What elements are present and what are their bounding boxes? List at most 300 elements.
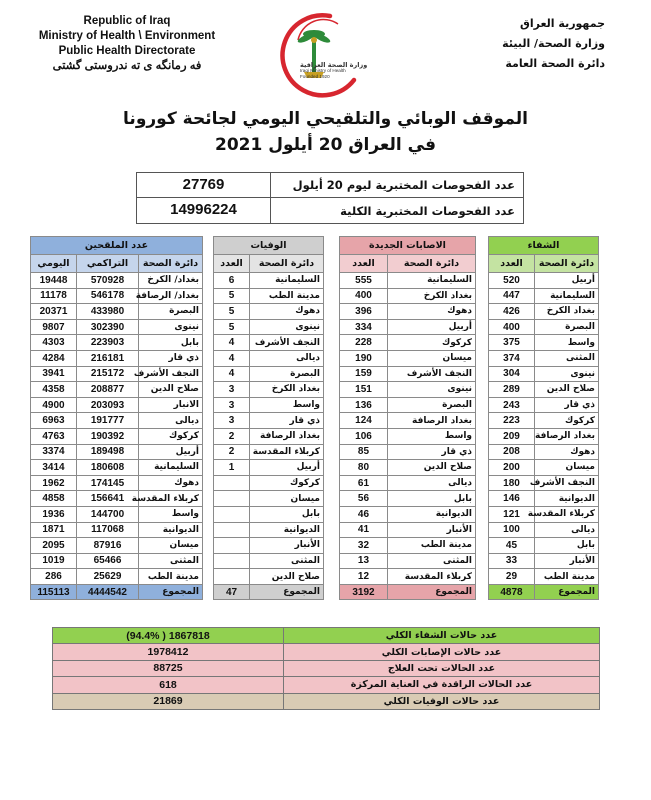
recovery-dept-cell: ميسان	[535, 460, 599, 476]
summary-value: 618	[53, 677, 284, 693]
vaccinated-value-cell: 117068	[77, 522, 139, 538]
cases-row	[339, 569, 475, 585]
summary-value: 1978412	[53, 644, 284, 660]
summary-label: عدد حالات الإصابات الكلي	[284, 644, 600, 660]
vaccinated-row	[30, 366, 202, 382]
vaccinated-title: عدد الملقحين	[30, 237, 202, 255]
kurdish-header-line: فه رمانگه ى ته ندروستى گشتى	[52, 60, 202, 72]
vaccinated-row	[30, 444, 202, 460]
recovery-row	[488, 273, 598, 289]
deaths-value-cell: 3	[214, 413, 250, 429]
cases-value-cell: 106	[339, 428, 387, 444]
cases-value-cell: 400	[339, 288, 387, 304]
vaccinated-dept-cell: نينوى	[139, 319, 203, 335]
vaccinated-daily-cell: 4763	[30, 428, 76, 444]
vaccinated-daily-cell: 6963	[30, 413, 76, 429]
vaccinated-daily-cell: 1962	[30, 475, 76, 491]
recovery-dept-cell: النجف الأشرف	[535, 475, 599, 491]
vaccinated-dept-cell: كركوك	[139, 428, 203, 444]
deaths-value-cell	[214, 506, 250, 522]
deaths-value-cell	[214, 538, 250, 554]
lab-tests-box	[136, 172, 524, 224]
ministry-logo-icon	[268, 10, 376, 96]
deaths-value-cell: 5	[214, 288, 250, 304]
recovery-value-cell: 520	[488, 273, 534, 289]
vaccinated-table	[30, 236, 203, 600]
vaccinated-dept-cell: ديالى	[139, 413, 203, 429]
cases-row	[339, 382, 475, 398]
cases-value-cell: 12	[339, 569, 387, 585]
vaccinated-dept-cell: المثنى	[139, 553, 203, 569]
total-tests-value: 14996224	[137, 198, 271, 223]
vaccinated-daily-cell: 3374	[30, 444, 76, 460]
cases-dept-cell: كركوك	[388, 335, 476, 351]
cases-dept-cell: بابل	[388, 491, 476, 507]
cases-row	[339, 460, 475, 476]
vaccinated-value-cell: 223903	[77, 335, 139, 351]
vaccinated-row	[30, 491, 202, 507]
recovery-row	[488, 522, 598, 538]
cases-dept-cell: الأنبار	[388, 522, 476, 538]
deaths-dept-cell: دهوك	[250, 304, 324, 320]
cases-value-cell: 61	[339, 475, 387, 491]
title-line-2: في العراق 20 أيلول 2021	[215, 135, 436, 155]
vaccinated-dept-cell: السليمانية	[139, 460, 203, 476]
english-header	[34, 14, 220, 74]
vaccinated-value-cell: 156641	[77, 491, 139, 507]
logo-caption-arabic: وزارة الصحة العراقية	[300, 61, 368, 69]
recovery-dept-cell: ديالى	[535, 522, 599, 538]
deaths-row	[214, 413, 324, 429]
vaccinated-value-cell: 433980	[77, 304, 139, 320]
cases-dept-cell: البصرة	[388, 397, 476, 413]
cases-row	[339, 522, 475, 538]
vaccinated-daily-cell: 4858	[30, 491, 76, 507]
recovery-col-dept: دائرة الصحة	[535, 255, 599, 273]
vaccinated-row	[30, 506, 202, 522]
vaccinated-daily-cell: 286	[30, 569, 76, 585]
vaccinated-dept-cell: بغداد/ الكرخ	[139, 273, 203, 289]
vaccinated-dept-cell: الانبار	[139, 397, 203, 413]
deaths-dept-cell: المثنى	[250, 553, 324, 569]
vaccinated-total-cumulative: 4444542	[77, 584, 139, 600]
deaths-row	[214, 475, 324, 491]
recovery-row	[488, 335, 598, 351]
deaths-row	[214, 538, 324, 554]
recovery-row	[488, 538, 598, 554]
deaths-col-count: العدد	[214, 255, 250, 273]
deaths-dept-cell: الديوانية	[250, 522, 324, 538]
summary-value: 1867818 ( 94.4%)	[53, 628, 284, 644]
cases-value-cell: 151	[339, 382, 387, 398]
recovery-total-value: 4878	[488, 584, 534, 600]
cases-dept-cell: بغداد الكرخ	[388, 288, 476, 304]
vaccinated-col-daily: اليومي	[30, 255, 76, 273]
cases-row	[339, 319, 475, 335]
page-title	[0, 106, 651, 158]
cases-value-cell: 56	[339, 491, 387, 507]
recovery-value-cell: 29	[488, 569, 534, 585]
recovery-value-cell: 200	[488, 460, 534, 476]
deaths-value-cell: 6	[214, 273, 250, 289]
recovery-dept-cell: البصرة	[535, 319, 599, 335]
deaths-dept-cell: ميسان	[250, 491, 324, 507]
cases-value-cell: 124	[339, 413, 387, 429]
recovery-row	[488, 319, 598, 335]
vaccinated-row	[30, 335, 202, 351]
recovery-row	[488, 569, 598, 585]
cases-value-cell: 80	[339, 460, 387, 476]
vaccinated-dept-cell: ذي قار	[139, 350, 203, 366]
deaths-dept-cell: ذي قار	[250, 413, 324, 429]
cases-dept-cell: ديالى	[388, 475, 476, 491]
cases-value-cell: 13	[339, 553, 387, 569]
vaccinated-value-cell: 203093	[77, 397, 139, 413]
vaccinated-value-cell: 144700	[77, 506, 139, 522]
vaccinated-value-cell: 546178	[77, 288, 139, 304]
deaths-value-cell: 5	[214, 319, 250, 335]
vaccinated-value-cell: 25629	[77, 569, 139, 585]
recovery-value-cell: 180	[488, 475, 534, 491]
cases-value-cell: 46	[339, 506, 387, 522]
cases-dept-cell: صلاح الدين	[388, 460, 476, 476]
deaths-row	[214, 366, 324, 382]
recovery-value-cell: 400	[488, 319, 534, 335]
cases-row	[339, 273, 475, 289]
cases-dept-cell: نينوى	[388, 382, 476, 398]
logo-caption-year: Founded 1920	[300, 74, 330, 79]
deaths-row	[214, 273, 324, 289]
recovery-value-cell: 243	[488, 397, 534, 413]
vaccinated-dept-cell: صلاح الدين	[139, 382, 203, 398]
recovery-dept-cell: أربيل	[535, 273, 599, 289]
deaths-value-cell: 2	[214, 428, 250, 444]
cases-value-cell: 555	[339, 273, 387, 289]
cases-value-cell: 190	[339, 350, 387, 366]
deaths-value-cell	[214, 522, 250, 538]
cases-value-cell: 159	[339, 366, 387, 382]
recovery-row	[488, 475, 598, 491]
deaths-dept-cell: النجف الأشرف	[250, 335, 324, 351]
cases-dept-cell: المثنى	[388, 553, 476, 569]
summary-label: عدد الحالات الراقدة في العناية المركزة	[284, 677, 600, 693]
recovery-dept-cell: صلاح الدين	[535, 382, 599, 398]
recovery-row	[488, 397, 598, 413]
cases-dept-cell: مدينة الطب	[388, 538, 476, 554]
deaths-value-cell: 4	[214, 366, 250, 382]
deaths-value-cell	[214, 569, 250, 585]
cases-dept-cell: واسط	[388, 428, 476, 444]
deaths-row	[214, 491, 324, 507]
deaths-dept-cell: صلاح الدين	[250, 569, 324, 585]
vaccinated-value-cell: 87916	[77, 538, 139, 554]
deaths-dept-cell: السليمانية	[250, 273, 324, 289]
vaccinated-daily-cell: 4358	[30, 382, 76, 398]
vaccinated-dept-cell: مدينة الطب	[139, 569, 203, 585]
recovery-row	[488, 382, 598, 398]
deaths-dept-cell: نينوى	[250, 319, 324, 335]
recovery-table	[488, 236, 599, 600]
recovery-dept-cell: نينوى	[535, 366, 599, 382]
vaccinated-daily-cell: 1871	[30, 522, 76, 538]
cases-dept-cell: الديوانية	[388, 506, 476, 522]
cases-row	[339, 366, 475, 382]
summary-label: عدد حالات الشفاء الكلي	[284, 628, 600, 644]
cases-dept-cell: النجف الأشرف	[388, 366, 476, 382]
deaths-dept-cell: بابل	[250, 506, 324, 522]
vaccinated-dept-cell: النجف الأشرف	[139, 366, 203, 382]
deaths-row	[214, 397, 324, 413]
vaccinated-value-cell: 65466	[77, 553, 139, 569]
arabic-header-line: وزارة الصحة/ البيئة	[502, 37, 605, 50]
vaccinated-row	[30, 397, 202, 413]
vaccinated-row	[30, 460, 202, 476]
cases-dept-cell: ذي قار	[388, 444, 476, 460]
cases-row	[339, 350, 475, 366]
cases-dept-cell: أربيل	[388, 319, 476, 335]
recovery-dept-cell: السليمانية	[535, 288, 599, 304]
cases-row	[339, 506, 475, 522]
recovery-dept-cell: بغداد الرصافة	[535, 428, 599, 444]
summary-row-under-treatment	[53, 660, 600, 676]
deaths-dept-cell: ديالى	[250, 350, 324, 366]
deaths-value-cell: 3	[214, 382, 250, 398]
recovery-value-cell: 146	[488, 491, 534, 507]
deaths-table	[213, 236, 324, 600]
cases-value-cell: 41	[339, 522, 387, 538]
vaccinated-value-cell: 215172	[77, 366, 139, 382]
recovery-value-cell: 375	[488, 335, 534, 351]
vaccinated-dept-cell: بغداد/ الرصافة	[139, 288, 203, 304]
cases-col-dept: دائرة الصحة	[388, 255, 476, 273]
recovery-dept-cell: بغداد الكرخ	[535, 304, 599, 320]
deaths-row	[214, 428, 324, 444]
summary-value: 21869	[53, 693, 284, 709]
deaths-value-cell	[214, 553, 250, 569]
recovery-dept-cell: دهوك	[535, 444, 599, 460]
deaths-row	[214, 335, 324, 351]
vaccinated-value-cell: 208877	[77, 382, 139, 398]
deaths-row	[214, 382, 324, 398]
recovery-row	[488, 350, 598, 366]
deaths-row	[214, 522, 324, 538]
vaccinated-value-cell: 570928	[77, 273, 139, 289]
vaccinated-daily-cell: 19448	[30, 273, 76, 289]
deaths-title: الوفيات	[214, 237, 324, 255]
deaths-row	[214, 319, 324, 335]
arabic-header-line: دائرة الصحة العامة	[505, 57, 605, 70]
deaths-dept-cell: بغداد الرصافة	[250, 428, 324, 444]
vaccinated-value-cell: 191777	[77, 413, 139, 429]
vaccinated-dept-cell: البصرة	[139, 304, 203, 320]
vaccinated-value-cell: 190392	[77, 428, 139, 444]
vaccinated-col-dept: دائرة الصحة	[139, 255, 203, 273]
deaths-row	[214, 460, 324, 476]
title-line-1: الموقف الوبائي والتلقيحي اليومي لجائحة كورونا	[123, 109, 528, 129]
vaccinated-total-label: المجموع	[139, 584, 203, 600]
english-header-line: Republic of Iraq	[83, 15, 171, 27]
recovery-dept-cell: الديوانية	[535, 491, 599, 507]
cases-row	[339, 428, 475, 444]
vaccinated-daily-cell: 9807	[30, 319, 76, 335]
deaths-row	[214, 569, 324, 585]
cases-dept-cell: ميسان	[388, 350, 476, 366]
deaths-col-dept: دائرة الصحة	[250, 255, 324, 273]
recovery-row	[488, 428, 598, 444]
recovery-row	[488, 413, 598, 429]
summary-row-icu	[53, 677, 600, 693]
vaccinated-row	[30, 304, 202, 320]
recovery-row	[488, 491, 598, 507]
vaccinated-dept-cell: بابل	[139, 335, 203, 351]
recovery-value-cell: 100	[488, 522, 534, 538]
vaccinated-dept-cell: واسط	[139, 506, 203, 522]
recovery-row	[488, 506, 598, 522]
cases-dept-cell: دهوك	[388, 304, 476, 320]
cases-dept-cell: السليمانية	[388, 273, 476, 289]
summary-label: عدد الحالات تحت العلاج	[284, 660, 600, 676]
vaccinated-daily-cell: 1936	[30, 506, 76, 522]
summary-value: 88725	[53, 660, 284, 676]
deaths-value-cell: 3	[214, 397, 250, 413]
recovery-dept-cell: بابل	[535, 538, 599, 554]
deaths-row	[214, 350, 324, 366]
recovery-dept-cell: كركوك	[535, 413, 599, 429]
recovery-dept-cell: مدينة الطب	[535, 569, 599, 585]
vaccinated-row	[30, 273, 202, 289]
vaccinated-row	[30, 319, 202, 335]
cases-value-cell: 32	[339, 538, 387, 554]
deaths-dept-cell: مدينة الطب	[250, 288, 324, 304]
deaths-value-cell: 2	[214, 444, 250, 460]
deaths-dept-cell: الأنبار	[250, 538, 324, 554]
deaths-value-cell: 1	[214, 460, 250, 476]
deaths-value-cell: 4	[214, 350, 250, 366]
deaths-row	[214, 506, 324, 522]
cases-total-value: 3192	[339, 584, 387, 600]
recovery-value-cell: 208	[488, 444, 534, 460]
total-tests-row	[137, 198, 523, 223]
vaccinated-row	[30, 569, 202, 585]
deaths-value-cell: 5	[214, 304, 250, 320]
cases-dept-cell: كربلاء المقدسة	[388, 569, 476, 585]
vaccinated-row	[30, 428, 202, 444]
vaccinated-daily-cell: 11178	[30, 288, 76, 304]
deaths-row	[214, 304, 324, 320]
vaccinated-total-daily: 115113	[30, 584, 76, 600]
vaccinated-daily-cell: 20371	[30, 304, 76, 320]
vaccinated-daily-cell: 1019	[30, 553, 76, 569]
vaccinated-row	[30, 475, 202, 491]
cases-value-cell: 136	[339, 397, 387, 413]
vaccinated-row	[30, 522, 202, 538]
deaths-dept-cell: بغداد الكرخ	[250, 382, 324, 398]
vaccinated-daily-cell: 4284	[30, 350, 76, 366]
recovery-row	[488, 444, 598, 460]
deaths-row	[214, 444, 324, 460]
vaccinated-dept-cell: الديوانية	[139, 522, 203, 538]
recovery-value-cell: 426	[488, 304, 534, 320]
recovery-dept-cell: واسط	[535, 335, 599, 351]
vaccinated-col-cumulative: التراكمي	[77, 255, 139, 273]
recovery-row	[488, 366, 598, 382]
vaccinated-row	[30, 350, 202, 366]
new-cases-table	[339, 236, 476, 600]
recovery-value-cell: 289	[488, 382, 534, 398]
summary-row-deaths	[53, 693, 600, 709]
recovery-value-cell: 223	[488, 413, 534, 429]
recovery-value-cell: 209	[488, 428, 534, 444]
vaccinated-daily-cell: 3941	[30, 366, 76, 382]
vaccinated-dept-cell: دهوك	[139, 475, 203, 491]
cases-row	[339, 413, 475, 429]
summary-row-total-cases	[53, 644, 600, 660]
deaths-row	[214, 553, 324, 569]
vaccinated-value-cell: 189498	[77, 444, 139, 460]
recovery-value-cell: 304	[488, 366, 534, 382]
recovery-total-label: المجموع	[535, 584, 599, 600]
vaccinated-value-cell: 174145	[77, 475, 139, 491]
vaccinated-row	[30, 538, 202, 554]
recovery-value-cell: 121	[488, 506, 534, 522]
deaths-dept-cell: كربلاء المقدسة	[250, 444, 324, 460]
recovery-row	[488, 304, 598, 320]
daily-tests-value: 27769	[137, 173, 271, 197]
cases-value-cell: 85	[339, 444, 387, 460]
cases-title: الاصابات الجديدة	[339, 237, 475, 255]
cases-value-cell: 396	[339, 304, 387, 320]
vaccinated-dept-cell: ميسان	[139, 538, 203, 554]
cases-row	[339, 491, 475, 507]
recovery-value-cell: 374	[488, 350, 534, 366]
vaccinated-row	[30, 288, 202, 304]
vaccinated-row	[30, 553, 202, 569]
vaccinated-daily-cell: 2095	[30, 538, 76, 554]
recovery-col-count: العدد	[488, 255, 534, 273]
arabic-header-line: جمهورية العراق	[520, 17, 605, 30]
vaccinated-daily-cell: 3414	[30, 460, 76, 476]
deaths-value-cell: 4	[214, 335, 250, 351]
cases-col-count: العدد	[339, 255, 387, 273]
recovery-dept-cell: الأنبار	[535, 553, 599, 569]
cases-value-cell: 334	[339, 319, 387, 335]
logo-caption	[300, 62, 370, 80]
cases-row	[339, 335, 475, 351]
deaths-dept-cell: أربيل	[250, 460, 324, 476]
arabic-header	[465, 14, 605, 74]
deaths-dept-cell: كركوك	[250, 475, 324, 491]
recovery-value-cell: 447	[488, 288, 534, 304]
vaccinated-row	[30, 413, 202, 429]
total-tests-label: عدد الفحوصات المختبرية الكلية	[340, 203, 515, 218]
cases-value-cell: 228	[339, 335, 387, 351]
vaccinated-daily-cell: 4900	[30, 397, 76, 413]
vaccinated-daily-cell: 4303	[30, 335, 76, 351]
recovery-dept-cell: كربلاء المقدسة	[535, 506, 599, 522]
deaths-row	[214, 288, 324, 304]
recovery-dept-cell: ذي قار	[535, 397, 599, 413]
recovery-row	[488, 460, 598, 476]
summary-table	[52, 627, 600, 710]
recovery-title: الشفاء	[488, 237, 598, 255]
cases-row	[339, 538, 475, 554]
deaths-dept-cell: واسط	[250, 397, 324, 413]
daily-tests-row	[137, 173, 523, 198]
vaccinated-value-cell: 216181	[77, 350, 139, 366]
recovery-value-cell: 45	[488, 538, 534, 554]
daily-tests-label: عدد الفحوصات المختبرية ليوم 20 أيلول	[292, 178, 515, 192]
deaths-total-value: 47	[214, 584, 250, 600]
